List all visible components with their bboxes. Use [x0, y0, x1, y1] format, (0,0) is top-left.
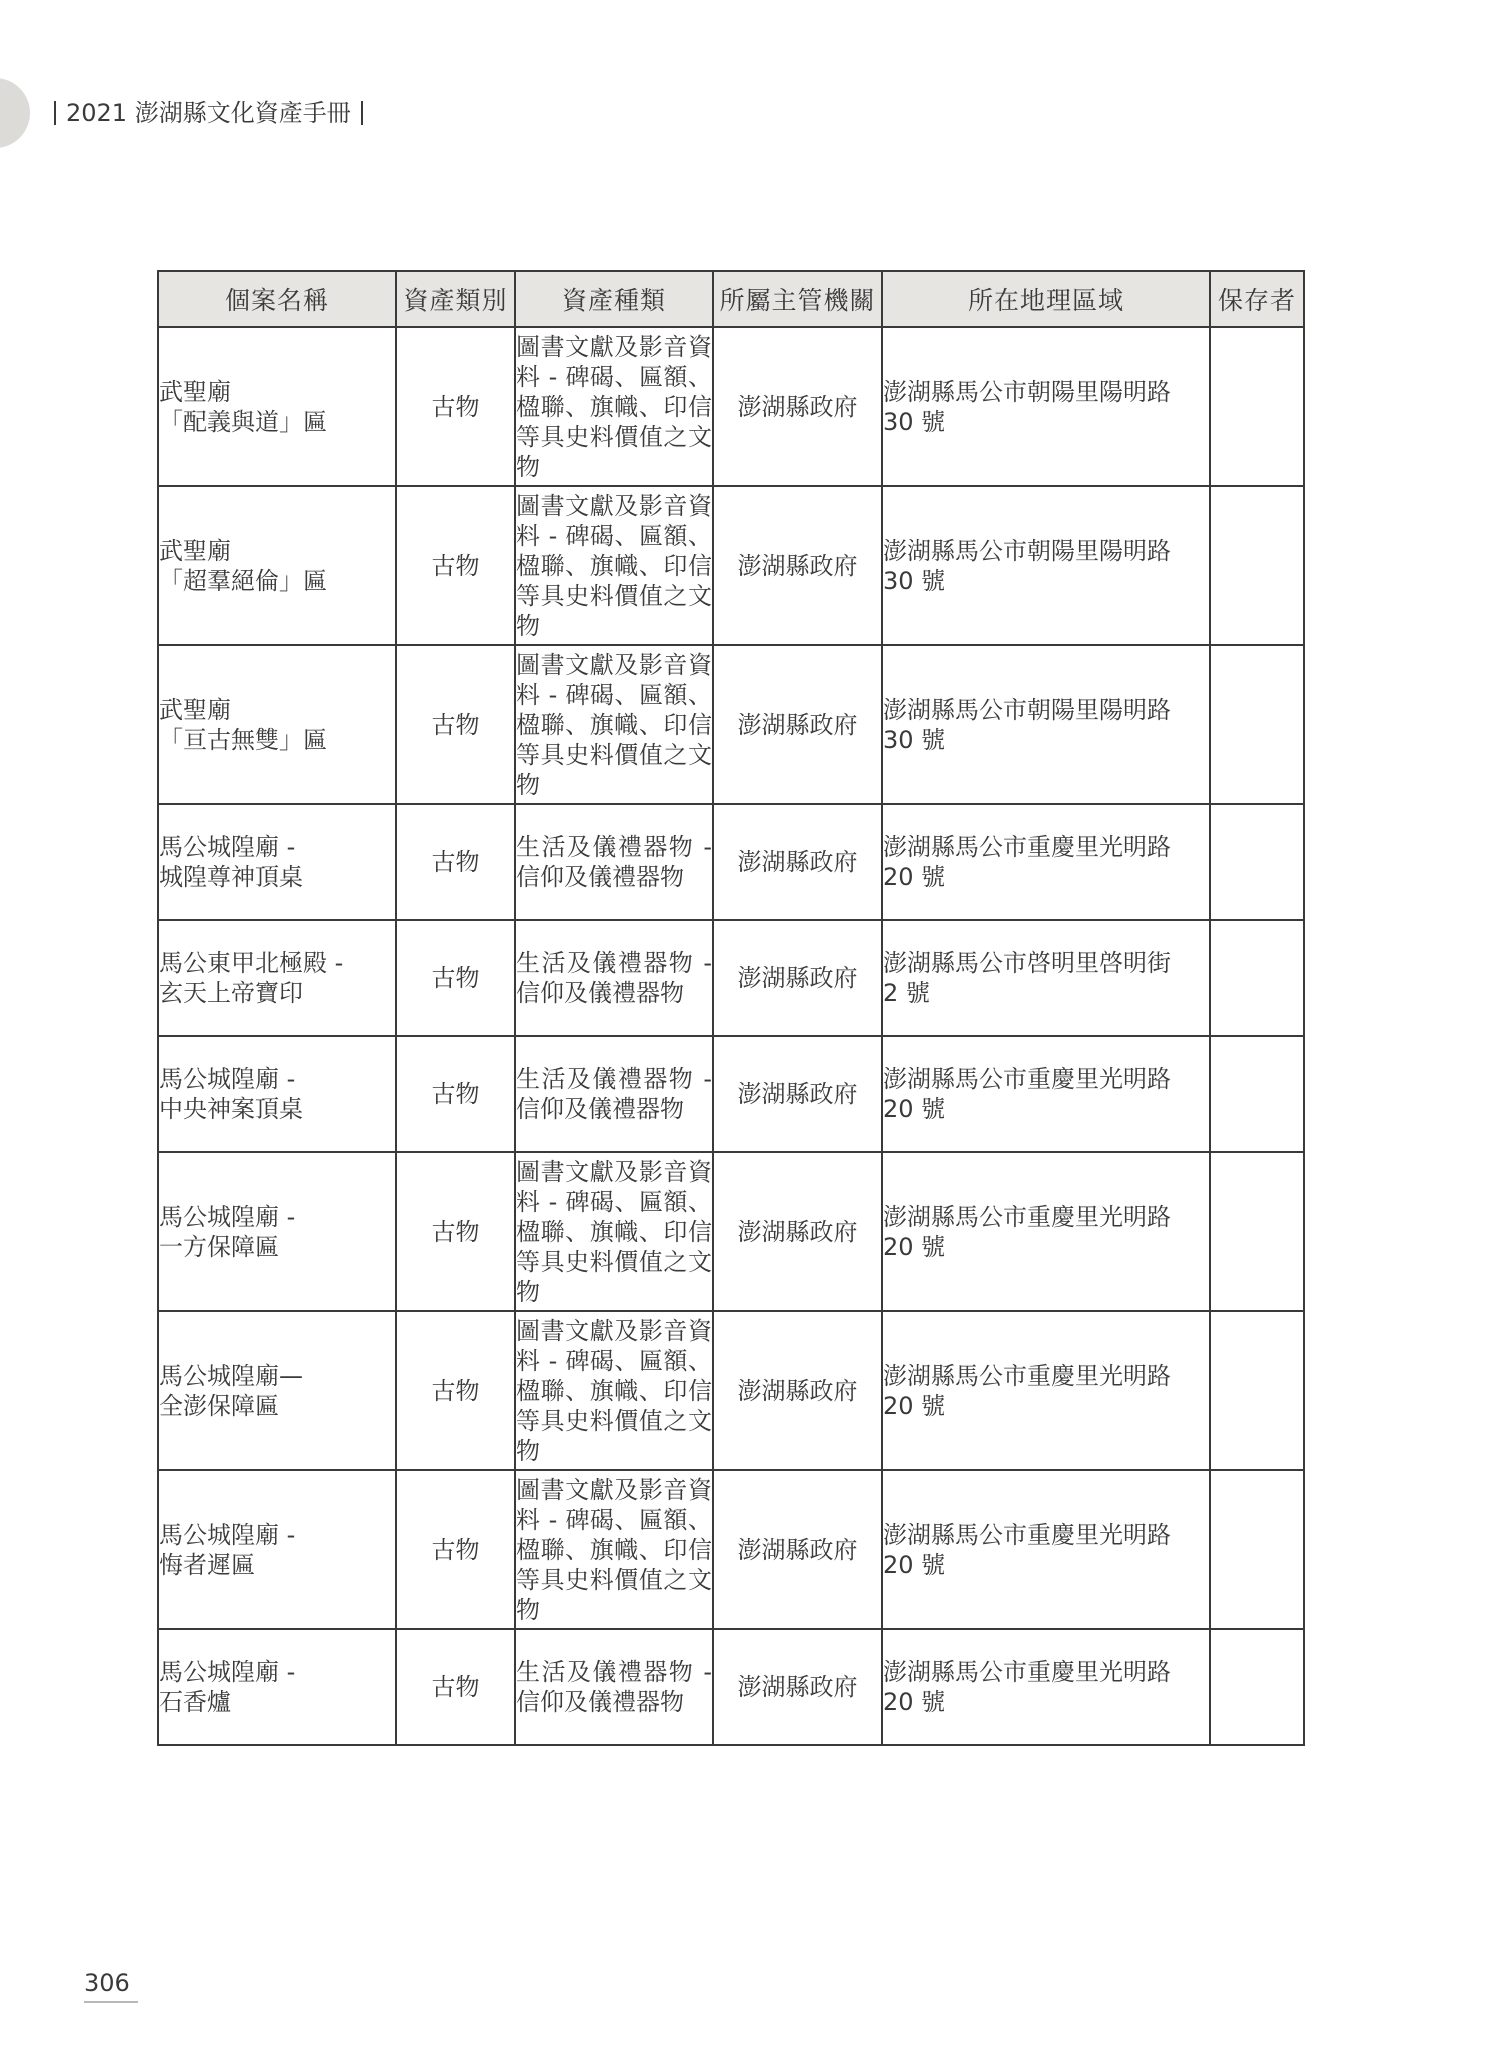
category-cell: 古物 — [396, 1629, 515, 1745]
location-line: 20 號 — [883, 863, 946, 891]
location-line: 澎湖縣馬公市重慶里光明路 — [883, 1202, 1171, 1231]
case-name-cell — [158, 1152, 396, 1311]
page-number: 306 — [84, 1969, 130, 1997]
asset-type-text: 圖書文獻及影音資料 - 碑碣、匾額、楹聯、旗幟、印信等具史料價值之文物 — [516, 491, 712, 640]
case-name-line: 馬公城隍廟 - — [159, 833, 296, 861]
location-line: 澎湖縣馬公市重慶里光明路 — [883, 1658, 1171, 1686]
table-row — [158, 486, 1304, 645]
location-cell — [882, 1311, 1210, 1470]
column-header-keeper: 保存者 — [1210, 271, 1304, 327]
location-line: 2 號 — [883, 979, 930, 1007]
case-name-cell — [158, 1036, 396, 1152]
header-bar-right — [361, 101, 363, 125]
heritage-registry-table — [157, 270, 1305, 1746]
table-body — [158, 327, 1304, 1745]
page-number-rule — [84, 2001, 138, 2003]
case-name-cell — [158, 1311, 396, 1470]
table-row — [158, 804, 1304, 920]
case-name-cell — [158, 920, 396, 1036]
keeper-cell — [1210, 1470, 1304, 1629]
case-name-line: 武聖廟 — [159, 377, 231, 406]
corner-tab-decoration — [0, 78, 30, 148]
agency-cell: 澎湖縣政府 — [713, 1311, 882, 1470]
category-cell: 古物 — [396, 804, 515, 920]
type-cell — [515, 1629, 713, 1745]
asset-type-text: 生活及儀禮器物 - 信仰及儀禮器物 — [516, 1658, 712, 1716]
header-title: 2021 澎湖縣文化資產手冊 — [66, 99, 351, 127]
category-cell: 古物 — [396, 645, 515, 804]
case-name-line: 一方保障匾 — [159, 1232, 279, 1261]
column-header-asset-category: 資產類別 — [396, 271, 515, 327]
location-line: 澎湖縣馬公市朝陽里陽明路 — [883, 536, 1171, 565]
case-name-cell — [158, 1629, 396, 1745]
location-line: 澎湖縣馬公市朝陽里陽明路 — [883, 377, 1171, 406]
location-cell — [882, 920, 1210, 1036]
type-cell — [515, 327, 713, 486]
location-line: 澎湖縣馬公市重慶里光明路 — [883, 1520, 1171, 1549]
keeper-cell — [1210, 1629, 1304, 1745]
location-line: 澎湖縣馬公市啓明里啓明街 — [883, 949, 1171, 977]
keeper-cell — [1210, 804, 1304, 920]
case-name-line: 武聖廟 — [159, 695, 231, 724]
agency-cell: 澎湖縣政府 — [713, 645, 882, 804]
location-cell — [882, 327, 1210, 486]
asset-type-text: 生活及儀禮器物 - 信仰及儀禮器物 — [516, 1065, 712, 1123]
column-header-case-name: 個案名稱 — [158, 271, 396, 327]
agency-cell: 澎湖縣政府 — [713, 327, 882, 486]
table-header-row — [158, 271, 1304, 327]
location-cell — [882, 1036, 1210, 1152]
location-line: 30 號 — [883, 725, 946, 754]
location-cell — [882, 645, 1210, 804]
keeper-cell — [1210, 920, 1304, 1036]
location-line: 30 號 — [883, 407, 946, 436]
category-cell: 古物 — [396, 327, 515, 486]
case-name-cell — [158, 1470, 396, 1629]
keeper-cell — [1210, 1311, 1304, 1470]
running-header — [54, 96, 373, 130]
case-name-line: 馬公城隍廟 - — [159, 1520, 296, 1549]
table-row — [158, 1311, 1304, 1470]
case-name-line: 馬公東甲北極殿 - — [159, 949, 344, 977]
agency-cell: 澎湖縣政府 — [713, 1470, 882, 1629]
asset-type-text: 圖書文獻及影音資料 - 碑碣、匾額、楹聯、旗幟、印信等具史料價值之文物 — [516, 332, 712, 481]
location-cell — [882, 804, 1210, 920]
location-line: 澎湖縣馬公市重慶里光明路 — [883, 1065, 1171, 1093]
case-name-line: 馬公城隍廟 - — [159, 1658, 296, 1686]
keeper-cell — [1210, 1152, 1304, 1311]
location-line: 30 號 — [883, 566, 946, 595]
type-cell — [515, 645, 713, 804]
location-line: 20 號 — [883, 1391, 946, 1420]
asset-type-text: 圖書文獻及影音資料 - 碑碣、匾額、楹聯、旗幟、印信等具史料價值之文物 — [516, 1157, 712, 1306]
case-name-line: 玄天上帝寶印 — [159, 979, 303, 1007]
location-line: 20 號 — [883, 1688, 946, 1716]
location-line: 20 號 — [883, 1550, 946, 1579]
asset-type-text: 生活及儀禮器物 - 信仰及儀禮器物 — [516, 949, 712, 1007]
location-cell — [882, 1629, 1210, 1745]
asset-type-text: 圖書文獻及影音資料 - 碑碣、匾額、楹聯、旗幟、印信等具史料價值之文物 — [516, 1475, 712, 1624]
case-name-line: 石香爐 — [159, 1688, 231, 1716]
case-name-line: 「亘古無雙」匾 — [159, 725, 327, 754]
table-row — [158, 645, 1304, 804]
case-name-line: 中央神案頂桌 — [159, 1095, 303, 1123]
case-name-line: 全澎保障匾 — [159, 1391, 279, 1420]
case-name-line: 城隍尊神頂桌 — [159, 863, 303, 891]
case-name-line: 馬公城隍廟 - — [159, 1065, 296, 1093]
location-line: 澎湖縣馬公市重慶里光明路 — [883, 833, 1171, 861]
type-cell — [515, 804, 713, 920]
category-cell: 古物 — [396, 1311, 515, 1470]
table-row — [158, 920, 1304, 1036]
column-header-agency: 所屬主管機關 — [713, 271, 882, 327]
keeper-cell — [1210, 1036, 1304, 1152]
header-bar-left — [54, 101, 56, 125]
category-cell: 古物 — [396, 1470, 515, 1629]
table-row — [158, 327, 1304, 486]
category-cell: 古物 — [396, 486, 515, 645]
table-row — [158, 1470, 1304, 1629]
agency-cell: 澎湖縣政府 — [713, 1036, 882, 1152]
category-cell: 古物 — [396, 1152, 515, 1311]
table-row — [158, 1152, 1304, 1311]
location-line: 澎湖縣馬公市重慶里光明路 — [883, 1361, 1171, 1390]
column-header-location: 所在地理區域 — [882, 271, 1210, 327]
column-header-asset-type: 資產種類 — [515, 271, 713, 327]
category-cell: 古物 — [396, 920, 515, 1036]
category-cell: 古物 — [396, 1036, 515, 1152]
location-cell — [882, 1470, 1210, 1629]
type-cell — [515, 486, 713, 645]
agency-cell: 澎湖縣政府 — [713, 1152, 882, 1311]
asset-type-text: 圖書文獻及影音資料 - 碑碣、匾額、楹聯、旗幟、印信等具史料價值之文物 — [516, 650, 712, 799]
keeper-cell — [1210, 486, 1304, 645]
type-cell — [515, 1036, 713, 1152]
case-name-line: 馬公城隍廟— — [159, 1361, 303, 1390]
case-name-cell — [158, 486, 396, 645]
asset-type-text: 生活及儀禮器物 - 信仰及儀禮器物 — [516, 833, 712, 891]
agency-cell: 澎湖縣政府 — [713, 1629, 882, 1745]
agency-cell: 澎湖縣政府 — [713, 486, 882, 645]
case-name-cell — [158, 804, 396, 920]
agency-cell: 澎湖縣政府 — [713, 804, 882, 920]
location-cell — [882, 1152, 1210, 1311]
location-line: 20 號 — [883, 1095, 946, 1123]
case-name-cell — [158, 327, 396, 486]
location-line: 20 號 — [883, 1232, 946, 1261]
case-name-line: 「配義與道」匾 — [159, 407, 327, 436]
keeper-cell — [1210, 645, 1304, 804]
type-cell — [515, 920, 713, 1036]
type-cell — [515, 1152, 713, 1311]
table-row — [158, 1629, 1304, 1745]
location-line: 澎湖縣馬公市朝陽里陽明路 — [883, 695, 1171, 724]
case-name-line: 「超羣絕倫」匾 — [159, 566, 327, 595]
case-name-cell — [158, 645, 396, 804]
asset-type-text: 圖書文獻及影音資料 - 碑碣、匾額、楹聯、旗幟、印信等具史料價值之文物 — [516, 1316, 712, 1465]
type-cell — [515, 1470, 713, 1629]
case-name-line: 悔者遲匾 — [159, 1550, 255, 1579]
location-cell — [882, 486, 1210, 645]
agency-cell: 澎湖縣政府 — [713, 920, 882, 1036]
type-cell — [515, 1311, 713, 1470]
case-name-line: 武聖廟 — [159, 536, 231, 565]
case-name-line: 馬公城隍廟 - — [159, 1202, 296, 1231]
table-row — [158, 1036, 1304, 1152]
keeper-cell — [1210, 327, 1304, 486]
